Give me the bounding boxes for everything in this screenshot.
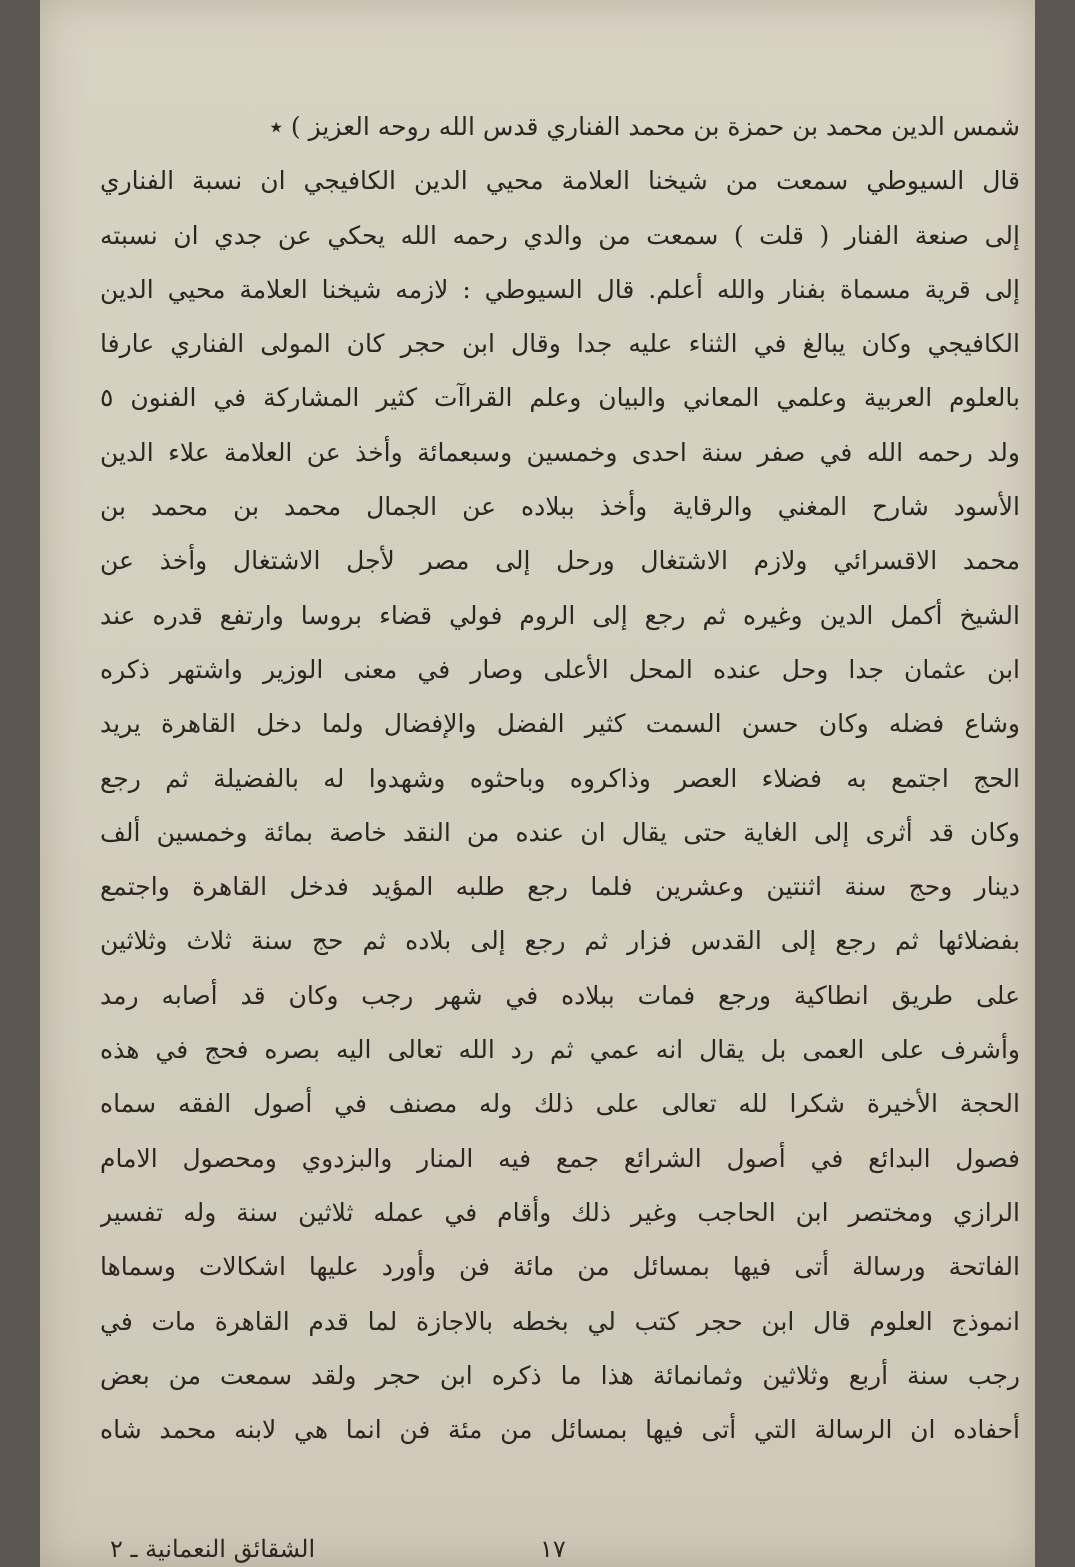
page-footer: [100, 1535, 1020, 1567]
text-line: الحج اجتمع به فضلاء العصر وذاكروه وباحثوه وشهدوا له بالفضيلة ثم رجع: [100, 763, 1020, 793]
text-line: وأشرف على العمى بل يقال انه عمي ثم رد الله تعالى اليه بصره فحج في هذه: [100, 1035, 1020, 1065]
text-line: الحجة الأخيرة شكرا لله تعالى على ذلك وله مصنف في أصول الفقه سماه: [100, 1089, 1020, 1119]
text-line: بفضلائها ثم رجع إلى القدس فزار ثم رجع إلى بلاده ثم حج سنة ثلاث وثلاثين: [100, 926, 1020, 956]
text-line: إلى صنعة الفنار ( قلت ) سمعت من والدي رحمه الله يحكي عن جدي ان نسبته: [100, 220, 1020, 250]
text-line: فصول البدائع في أصول الشرائع جمع فيه المنار والبزدوي ومحصول الامام: [100, 1143, 1020, 1173]
text-line: شمس الدين محمد بن حمزة بن محمد الفناري قدس الله روحه العزيز ) ٭: [269, 112, 1020, 141]
text-line: بالعلوم العربية وعلمي المعاني والبيان وعلم القراآت كثير المشاركة في الفنون ٥: [100, 383, 1020, 413]
page-number: ١٧: [540, 1535, 566, 1563]
running-title: الشقائق النعمانية ـ ٢: [110, 1535, 316, 1563]
text-line: الرازي ومختصر ابن الحاجب وغير ذلك وأقام في عمله ثلاثين سنة وله تفسير: [100, 1197, 1020, 1227]
text-line: أحفاده ان الرسالة التي أتى فيها بمسائل من مئة فن انما هي لابنه محمد شاه: [100, 1415, 1020, 1445]
text-line: ابن عثمان جدا وحل عنده المحل الأعلى وصار في معنى الوزير واشتهر ذكره: [100, 654, 1020, 684]
text-line: ولد رحمه الله في صفر سنة احدى وخمسين وسبعمائة وأخذ عن العلامة علاء الدين: [100, 437, 1020, 467]
text-line: الشيخ أكمل الدين وغيره ثم رجع إلى الروم فولي قضاء بروسا وارتفع قدره عند: [100, 600, 1020, 630]
text-line: قال السيوطي سمعت من شيخنا العلامة محيي الدين الكافيجي ان نسبة الفناري: [100, 166, 1020, 196]
text-line: الكافيجي وكان يبالغ في الثناء عليه جدا وقال ابن حجر كان المولى الفناري عارفا: [100, 329, 1020, 359]
book-page: [40, 0, 1035, 1567]
text-line: على طريق انطاكية ورجع فمات ببلاده في شهر رجب وكان قد أصابه رمد: [100, 980, 1020, 1010]
text-line: محمد الاقسرائي ولازم الاشتغال ورحل إلى مصر لأجل الاشتغال وأخذ عن: [100, 546, 1020, 576]
text-line: الفاتحة ورسالة أتى فيها بمسائل من مائة فن وأورد عليها اشكالات وسماها: [100, 1252, 1020, 1282]
text-line: إلى قرية مسماة بفنار والله أعلم. قال السيوطي : لازمه شيخنا العلامة محيي الدين: [100, 274, 1020, 304]
text-line: رجب سنة أربع وثلاثين وثمانمائة هذا ما ذكره ابن حجر ولقد سمعت من بعض: [100, 1360, 1020, 1390]
text-line: دينار وحج سنة اثنتين وعشرين فلما رجع طلبه المؤيد فدخل القاهرة واجتمع: [100, 872, 1020, 902]
text-line: وكان قد أثرى إلى الغاية حتى يقال ان عنده من النقد خاصة بمائة وخمسين ألف: [100, 817, 1020, 847]
page-body: [100, 100, 1020, 1457]
text-line: وشاع فضله وكان حسن السمت كثير الفضل والإفضال ولما دخل القاهرة يريد: [100, 709, 1020, 739]
text-line: انموذج العلوم قال ابن حجر كتب لي بخطه بالاجازة لما قدم القاهرة مات في: [100, 1306, 1020, 1336]
text-line: الأسود شارح المغني والرقاية وأخذ ببلاده عن الجمال محمد بن محمد بن: [100, 492, 1020, 522]
